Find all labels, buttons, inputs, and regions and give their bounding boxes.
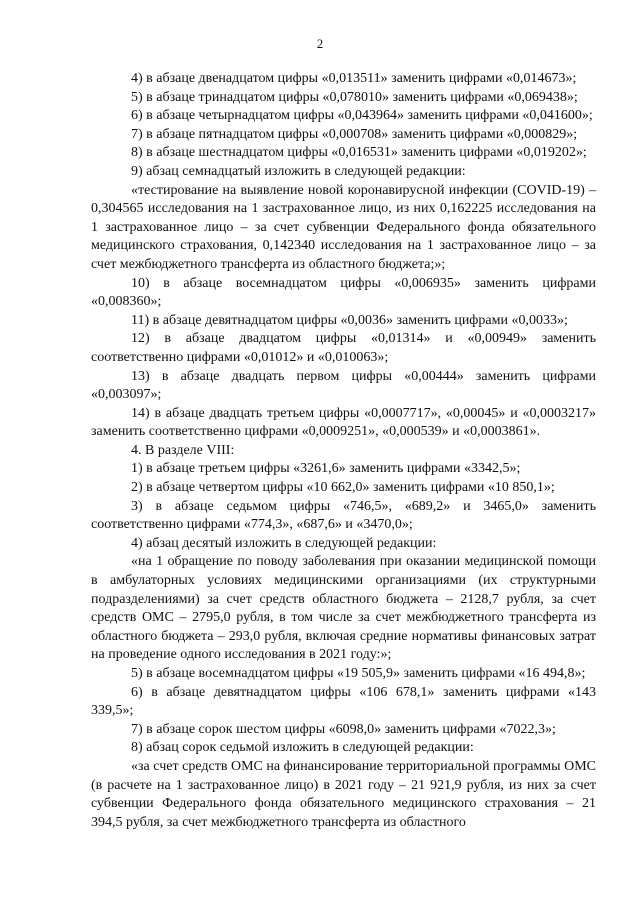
- paragraph: «на 1 обращение по поводу заболевания при оказании медицинской помощи в амбулаторных условиях медицинскими организациями (их структурными подразделениями) за счет средств областного бюджета – 2128,7 рубля, за счет средств ОМС – 2795,0 рубля, в том числе за счет межбюджетного трансферта из областного бюджета – 293,0 рубля, включая средние нормативы финансовых затрат на проведение одного исследования в 2021 году:»;: [91, 554, 596, 663]
- paragraph: 10) в абзаце восемнадцатом цифры «0,006935» заменить цифрами «0,008360»;: [91, 275, 596, 310]
- paragraph: 2) в абзаце четвертом цифры «10 662,0» заменить цифрами «10 850,1»;: [131, 480, 555, 496]
- paragraph: 9) абзац семнадцатый изложить в следующей редакции:: [131, 163, 466, 179]
- paragraph: 12) в абзаце двадцатом цифры «0,01314» и «0,00949» заменить соответственно цифрами «0,01012» и «0,010063»;: [91, 331, 596, 365]
- paragraph: 8) абзац сорок седьмой изложить в следующей редакции:: [131, 740, 474, 756]
- paragraph: 13) в абзаце двадцать первом цифры «0,00444» заменить цифрами «0,003097»;: [91, 368, 596, 403]
- paragraph: 8) в абзаце шестнадцатом цифры «0,016531» заменить цифрами «0,019202»;: [131, 145, 587, 161]
- paragraph: 6) в абзаце девятнадцатом цифры «106 678,1» заменить цифрами «143 339,5»;: [91, 684, 596, 719]
- paragraph: 5) в абзаце восемнадцатом цифры «19 505,9» заменить цифрами «16 494,8»;: [131, 666, 586, 681]
- paragraph: 4) абзац десятый изложить в следующей редакции:: [131, 535, 437, 551]
- paragraph: 14) в абзаце двадцать третьем цифры «0,0007717», «0,00045» и «0,0003217» заменить соответственно цифрами «0,0009251», «0,000539» и «0,0003861».: [91, 405, 596, 440]
- page-number: 2: [316, 36, 324, 51]
- paragraph: 1) в абзаце третьем цифры «3261,6» заменить цифрами «3342,5»;: [131, 461, 521, 477]
- paragraph: 5) в абзаце тринадцатом цифры «0,078010» заменить цифрами «0,069438»;: [131, 89, 578, 105]
- paragraph: «тестирование на выявление новой коронавирусной инфекции (COVID-19) – 0,304565 исследования на 1 застрахованное лицо, из них 0,162225 исследования на 1 застрахованное лицо – за счет субвенции Федерального фонда обязательного медицинского страхования, 0,142340 исследования на 1 застрахованное лицо – за счет межбюджетного трансферта из областного бюджета;»;: [91, 182, 596, 272]
- paragraph: 4) в абзаце двенадцатом цифры «0,013511» заменить цифрами «0,014673»;: [131, 71, 577, 86]
- paragraph: 7) в абзаце сорок шестом цифры «6098,0» заменить цифрами «7022,3»;: [131, 721, 556, 737]
- paragraph: 7) в абзаце пятнадцатом цифры «0,000708» заменить цифрами «0,000829»;: [131, 126, 578, 142]
- document-body: [91, 70, 596, 832]
- section-heading: 4. В разделе VIII:: [131, 442, 235, 458]
- paragraph: «за счет средств ОМС на финансирование территориальной программы ОМС (в расчете на 1 застрахованное лицо) в 2021 году – 21 921,9 рубля, из них за счет субвенции Федерального фонда обязательного медицинского страхования – 21 394,5 рубля, за счет межбюджетного трансферта из областного: [91, 758, 596, 830]
- paragraph: 11) в абзаце девятнадцатом цифры «0,0036» заменить цифрами «0,0033»;: [131, 312, 568, 328]
- paragraph: 3) в абзаце седьмом цифры «746,5», «689,2» и 3465,0» заменить соответственно цифрами «774,3», «687,6» и «3470,0»;: [91, 498, 596, 533]
- paragraph: 6) в абзаце четырнадцатом цифры «0,043964» заменить цифрами «0,041600»;: [131, 108, 593, 124]
